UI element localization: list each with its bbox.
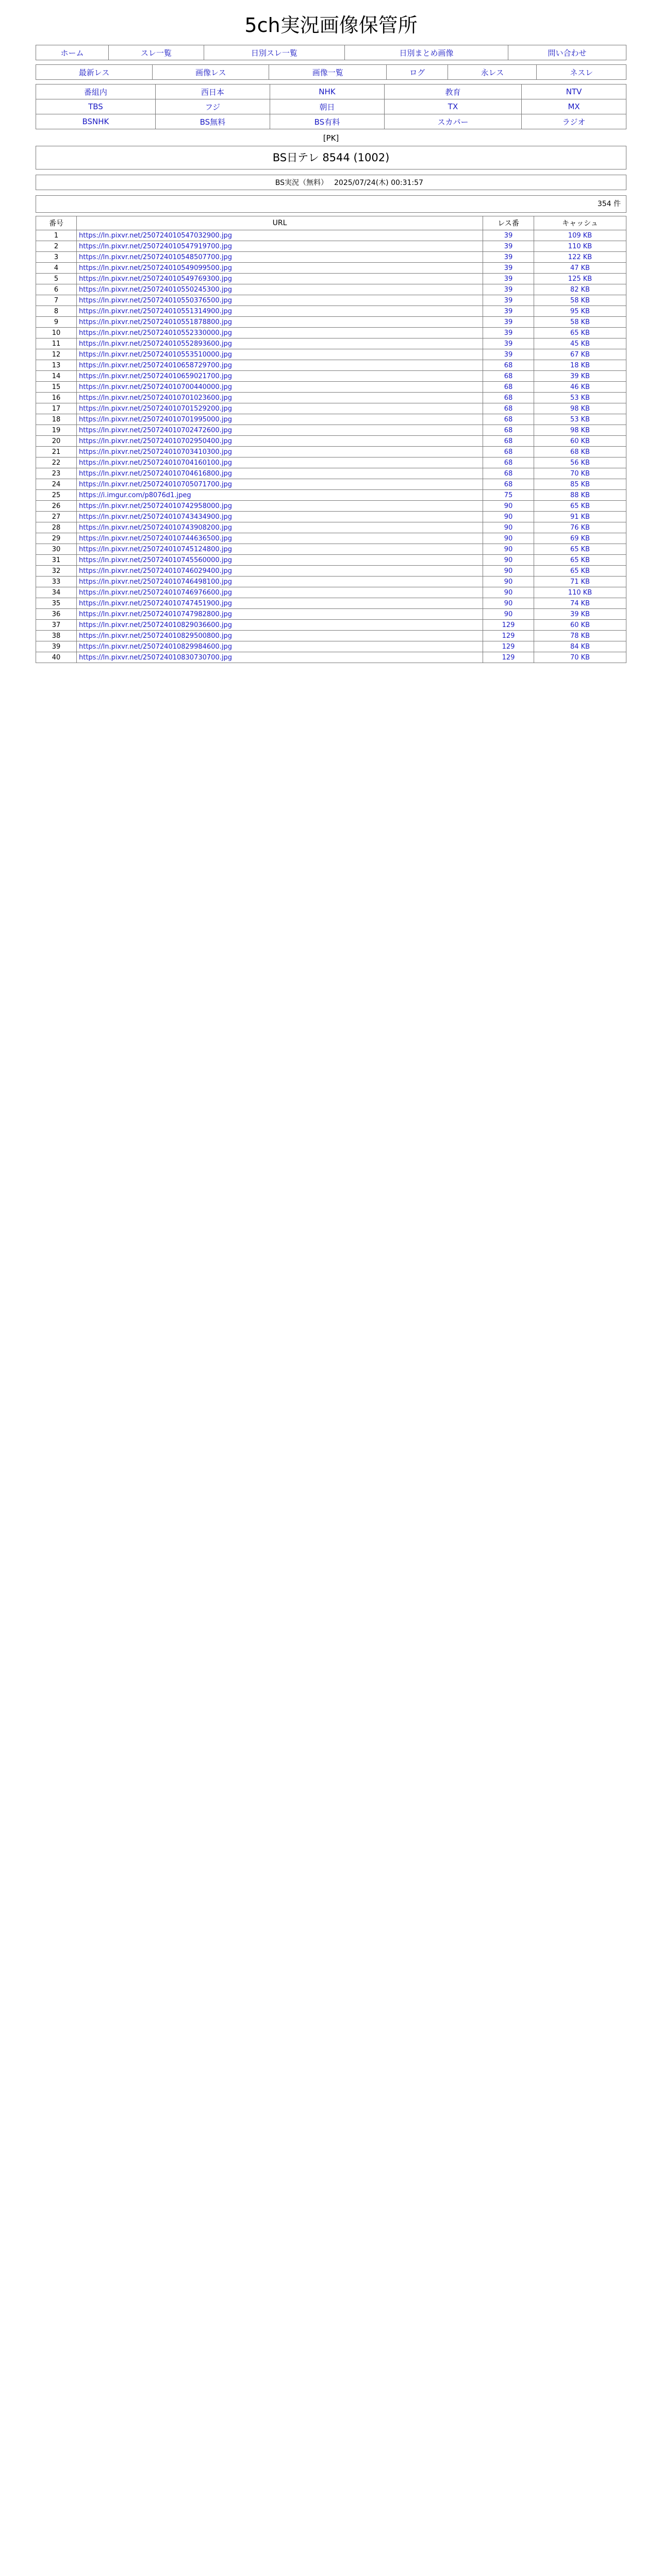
row-res[interactable]: 39: [483, 263, 534, 274]
row-num: 19: [36, 425, 77, 436]
table-row: [36, 403, 626, 414]
row-res[interactable]: 68: [483, 457, 534, 468]
row-url-link[interactable]: https://ln.pixvr.net/250724010701995000.jpg: [79, 415, 232, 423]
row-res[interactable]: 90: [483, 512, 534, 522]
site-title: 5ch実況画像保管所: [244, 14, 418, 37]
row-url[interactable]: [77, 371, 483, 382]
table-row: [36, 306, 626, 317]
row-res[interactable]: 90: [483, 577, 534, 587]
row-num: 10: [36, 328, 77, 338]
row-url[interactable]: [77, 544, 483, 555]
nav-ch-nhk[interactable]: NHK: [270, 84, 384, 99]
row-res[interactable]: 68: [483, 414, 534, 425]
nav-ch-bspaid[interactable]: BS有料: [270, 114, 384, 129]
row-res[interactable]: 90: [483, 501, 534, 512]
row-url[interactable]: [77, 306, 483, 317]
nav-channels: [36, 84, 626, 129]
row-res[interactable]: 39: [483, 338, 534, 349]
row-res[interactable]: 39: [483, 295, 534, 306]
table-row: [36, 295, 626, 306]
table-row: [36, 230, 626, 241]
row-url[interactable]: [77, 349, 483, 360]
row-cache[interactable]: 109 KB: [534, 230, 626, 241]
row-url-link[interactable]: https://ln.pixvr.net/250724010830730700.jpg: [79, 653, 232, 662]
table-row: [36, 620, 626, 631]
row-cache[interactable]: 88 KB: [534, 490, 626, 501]
table-row: [36, 425, 626, 436]
table-row: [36, 479, 626, 490]
row-cache[interactable]: 65 KB: [534, 501, 626, 512]
header-cache: キャッシュ: [534, 216, 626, 230]
table-row: [36, 338, 626, 349]
row-res[interactable]: 90: [483, 522, 534, 533]
row-cache[interactable]: 67 KB: [534, 349, 626, 360]
table-body: [36, 230, 626, 663]
row-num: 26: [36, 501, 77, 512]
row-url[interactable]: [77, 468, 483, 479]
row-cache[interactable]: 39 KB: [534, 609, 626, 620]
nav-ch-tbs[interactable]: TBS: [36, 99, 156, 114]
row-url-link[interactable]: https://ln.pixvr.net/250724010746029400.jpg: [79, 567, 232, 575]
table-row: [36, 360, 626, 371]
row-url-link[interactable]: https://ln.pixvr.net/250724010547919700.jpg: [79, 242, 232, 250]
row-res[interactable]: 39: [483, 317, 534, 328]
row-num: 37: [36, 620, 77, 631]
row-res[interactable]: 39: [483, 349, 534, 360]
row-cache[interactable]: 65 KB: [534, 328, 626, 338]
row-num: 29: [36, 533, 77, 544]
row-res[interactable]: 39: [483, 230, 534, 241]
row-cache[interactable]: 91 KB: [534, 512, 626, 522]
nav-ch-bangumi[interactable]: 番組内: [36, 84, 156, 99]
row-num: 27: [36, 512, 77, 522]
row-cache[interactable]: 60 KB: [534, 620, 626, 631]
row-num: 18: [36, 414, 77, 425]
page-wrapper: [36, 0, 626, 663]
row-url-link[interactable]: https://ln.pixvr.net/250724010829036600.jpg: [79, 621, 232, 629]
row-num: 30: [36, 544, 77, 555]
row-url-link[interactable]: https://ln.pixvr.net/250724010551878800.jpg: [79, 318, 232, 326]
pk-link[interactable]: [PK]: [323, 133, 339, 143]
table-row: [36, 631, 626, 641]
row-cache[interactable]: 68 KB: [534, 447, 626, 457]
row-num: 34: [36, 587, 77, 598]
row-url-link[interactable]: https://ln.pixvr.net/250724010701529200.jpg: [79, 404, 232, 413]
row-num: 13: [36, 360, 77, 371]
row-cache[interactable]: 78 KB: [534, 631, 626, 641]
row-res[interactable]: 129: [483, 631, 534, 641]
row-url-link[interactable]: https://ln.pixvr.net/250724010705071700.jpg: [79, 480, 232, 488]
row-cache[interactable]: 76 KB: [534, 522, 626, 533]
row-cache[interactable]: 39 KB: [534, 371, 626, 382]
row-res[interactable]: 39: [483, 241, 534, 252]
row-res[interactable]: 68: [483, 403, 534, 414]
row-cache[interactable]: 98 KB: [534, 403, 626, 414]
row-url-link[interactable]: https://ln.pixvr.net/250724010747451900.jpg: [79, 599, 232, 607]
row-num: 24: [36, 479, 77, 490]
nav-ch-kyouiku[interactable]: 教育: [384, 84, 521, 99]
table-row: [36, 317, 626, 328]
row-num: 6: [36, 284, 77, 295]
row-res[interactable]: 90: [483, 533, 534, 544]
row-url[interactable]: [77, 328, 483, 338]
row-cache[interactable]: 110 KB: [534, 241, 626, 252]
row-cache[interactable]: 45 KB: [534, 338, 626, 349]
table-row: [36, 577, 626, 587]
row-url[interactable]: [77, 338, 483, 349]
table-row: [36, 490, 626, 501]
header-num: 番号: [36, 216, 77, 230]
row-cache[interactable]: 56 KB: [534, 457, 626, 468]
nav-ch-nishinihon[interactable]: 西日本: [155, 84, 270, 99]
table-row: [36, 457, 626, 468]
row-url[interactable]: [77, 295, 483, 306]
total-count: 354 件: [36, 195, 626, 213]
row-res[interactable]: 75: [483, 490, 534, 501]
row-num: 20: [36, 436, 77, 447]
row-cache[interactable]: 98 KB: [534, 425, 626, 436]
row-url-link[interactable]: https://ln.pixvr.net/250724010747982800.jpg: [79, 610, 232, 618]
row-num: 35: [36, 598, 77, 609]
row-res[interactable]: 90: [483, 555, 534, 566]
table-row: [36, 652, 626, 663]
nav-ch-ntv[interactable]: NTV: [522, 84, 626, 99]
row-res[interactable]: 90: [483, 609, 534, 620]
row-url[interactable]: [77, 522, 483, 533]
nav-daily-threads[interactable]: 日別スレ一覧: [204, 45, 344, 60]
row-url[interactable]: [77, 631, 483, 641]
row-num: 5: [36, 274, 77, 284]
row-url-link[interactable]: https://ln.pixvr.net/250724010550245300.jpg: [79, 285, 232, 294]
row-res[interactable]: 39: [483, 306, 534, 317]
row-url[interactable]: [77, 263, 483, 274]
row-cache[interactable]: 65 KB: [534, 566, 626, 577]
row-url-link[interactable]: https://ln.pixvr.net/250724010701023600.jpg: [79, 394, 232, 402]
table-row: [36, 555, 626, 566]
table-row: [36, 274, 626, 284]
row-url[interactable]: [77, 252, 483, 263]
row-res[interactable]: 129: [483, 641, 534, 652]
row-url[interactable]: [77, 425, 483, 436]
row-res[interactable]: 68: [483, 371, 534, 382]
row-url-link[interactable]: https://ln.pixvr.net/250724010746498100.jpg: [79, 578, 232, 586]
row-cache[interactable]: 53 KB: [534, 414, 626, 425]
nav-daily-images[interactable]: 日別まとめ画像: [344, 45, 508, 60]
row-res[interactable]: 39: [483, 328, 534, 338]
row-res[interactable]: 90: [483, 566, 534, 577]
row-url-link[interactable]: https://ln.pixvr.net/250724010829984600.jpg: [79, 642, 232, 651]
row-url-link[interactable]: https://ln.pixvr.net/250724010547032900.jpg: [79, 231, 232, 240]
row-res[interactable]: 68: [483, 393, 534, 403]
row-num: 23: [36, 468, 77, 479]
header-url: URL: [77, 216, 483, 230]
row-num: 3: [36, 252, 77, 263]
table-row: [36, 587, 626, 598]
nav-ch-fuji[interactable]: フジ: [155, 99, 270, 114]
nav-ch-bsfree[interactable]: BS無料: [155, 114, 270, 129]
row-cache[interactable]: 69 KB: [534, 533, 626, 544]
row-res[interactable]: 129: [483, 620, 534, 631]
row-cache[interactable]: 60 KB: [534, 436, 626, 447]
row-cache[interactable]: 53 KB: [534, 393, 626, 403]
row-cache[interactable]: 74 KB: [534, 598, 626, 609]
nav-eternal-res[interactable]: 永レス: [448, 65, 537, 80]
row-url[interactable]: [77, 598, 483, 609]
row-url-link[interactable]: https://ln.pixvr.net/250724010704160100.jpg: [79, 459, 232, 467]
row-cache[interactable]: 18 KB: [534, 360, 626, 371]
table-row: [36, 241, 626, 252]
row-url-link[interactable]: https://ln.pixvr.net/250724010745560000.jpg: [79, 556, 232, 564]
nav-log[interactable]: ログ: [387, 65, 448, 80]
nav-ch-mx[interactable]: MX: [522, 99, 626, 114]
row-url-link[interactable]: https://ln.pixvr.net/250724010550376500.jpg: [79, 296, 232, 304]
row-cache[interactable]: 46 KB: [534, 382, 626, 393]
row-url-link[interactable]: https://ln.pixvr.net/250724010659021700.jpg: [79, 372, 232, 380]
row-num: 12: [36, 349, 77, 360]
row-url[interactable]: [77, 479, 483, 490]
table-row: [36, 512, 626, 522]
table-row: [36, 609, 626, 620]
row-url[interactable]: [77, 360, 483, 371]
nav-ch-bsnhk[interactable]: BSNHK: [36, 114, 156, 129]
nav-row-2: [36, 64, 626, 80]
row-url-link[interactable]: https://ln.pixvr.net/250724010658729700.jpg: [79, 361, 232, 369]
nav-row-1: [36, 45, 626, 60]
row-num: 22: [36, 457, 77, 468]
thread-meta: [36, 175, 626, 190]
row-url[interactable]: [77, 555, 483, 566]
row-url-link[interactable]: https://ln.pixvr.net/250724010703410300.jpg: [79, 448, 232, 456]
row-url-link[interactable]: https://ln.pixvr.net/250724010702950400.jpg: [79, 437, 232, 445]
row-url-link[interactable]: https://ln.pixvr.net/250724010700440000.jpg: [79, 383, 232, 391]
row-res[interactable]: 68: [483, 425, 534, 436]
row-url[interactable]: [77, 447, 483, 457]
row-url[interactable]: [77, 241, 483, 252]
row-url-link[interactable]: https://ln.pixvr.net/250724010744636500.jpg: [79, 534, 232, 543]
row-url[interactable]: [77, 512, 483, 522]
row-url[interactable]: [77, 382, 483, 393]
row-num: 9: [36, 317, 77, 328]
row-num: 16: [36, 393, 77, 403]
row-url[interactable]: [77, 393, 483, 403]
row-res[interactable]: 68: [483, 468, 534, 479]
row-num: 4: [36, 263, 77, 274]
row-url[interactable]: [77, 284, 483, 295]
table-row: [36, 284, 626, 295]
row-url-link[interactable]: https://ln.pixvr.net/250724010549099500.jpg: [79, 264, 232, 272]
row-res[interactable]: 68: [483, 479, 534, 490]
nav-ch-skyperfect[interactable]: スカパー: [384, 114, 521, 129]
row-cache[interactable]: 82 KB: [534, 284, 626, 295]
row-cache[interactable]: 71 KB: [534, 577, 626, 587]
row-res[interactable]: 68: [483, 436, 534, 447]
row-url[interactable]: [77, 609, 483, 620]
nav-image-res[interactable]: 画像レス: [153, 65, 269, 80]
row-num: 1: [36, 230, 77, 241]
row-url-link[interactable]: https://ln.pixvr.net/250724010552893600.jpg: [79, 340, 232, 348]
row-cache[interactable]: 122 KB: [534, 252, 626, 263]
table-row: [36, 468, 626, 479]
thread-datetime: 2025/07/24(木) 00:31:57: [334, 179, 423, 187]
row-cache[interactable]: 65 KB: [534, 544, 626, 555]
row-res[interactable]: 39: [483, 284, 534, 295]
row-num: 11: [36, 338, 77, 349]
row-url[interactable]: [77, 566, 483, 577]
nav-latest-res[interactable]: 最新レス: [36, 65, 153, 80]
row-url[interactable]: [77, 317, 483, 328]
row-num: 31: [36, 555, 77, 566]
table-row: [36, 641, 626, 652]
row-num: 39: [36, 641, 77, 652]
row-url[interactable]: [77, 641, 483, 652]
table-row: [36, 328, 626, 338]
row-res[interactable]: 39: [483, 252, 534, 263]
row-cache[interactable]: 58 KB: [534, 295, 626, 306]
nav-home[interactable]: ホーム: [36, 45, 109, 60]
row-url-link[interactable]: https://ln.pixvr.net/250724010743434900.jpg: [79, 513, 232, 521]
table-row: [36, 371, 626, 382]
table-header-row: [36, 216, 626, 230]
row-url[interactable]: [77, 652, 483, 663]
nav-ch-asahi[interactable]: 朝日: [270, 99, 384, 114]
row-url[interactable]: [77, 501, 483, 512]
row-cache[interactable]: 84 KB: [534, 641, 626, 652]
table-row: [36, 598, 626, 609]
row-num: 17: [36, 403, 77, 414]
row-cache[interactable]: 85 KB: [534, 479, 626, 490]
row-num: 7: [36, 295, 77, 306]
row-num: 15: [36, 382, 77, 393]
row-cache[interactable]: 125 KB: [534, 274, 626, 284]
header-res: レス番: [483, 216, 534, 230]
row-url-link[interactable]: https://ln.pixvr.net/250724010743908200.jpg: [79, 523, 232, 532]
table-row: [36, 436, 626, 447]
row-url[interactable]: [77, 230, 483, 241]
row-url[interactable]: [77, 620, 483, 631]
table-row: [36, 252, 626, 263]
table-row: [36, 447, 626, 457]
row-url-link[interactable]: https://ln.pixvr.net/250724010548507700.jpg: [79, 253, 232, 261]
table-row: [36, 533, 626, 544]
row-num: 38: [36, 631, 77, 641]
row-res[interactable]: 90: [483, 598, 534, 609]
table-row: [36, 382, 626, 393]
row-num: 8: [36, 306, 77, 317]
row-num: 40: [36, 652, 77, 663]
row-res[interactable]: 39: [483, 274, 534, 284]
row-url[interactable]: [77, 587, 483, 598]
table-row: [36, 522, 626, 533]
nav-ch-radio[interactable]: ラジオ: [522, 114, 626, 129]
row-res[interactable]: 68: [483, 360, 534, 371]
row-url-link[interactable]: https://ln.pixvr.net/250724010551314900.jpg: [79, 307, 232, 315]
row-url-link[interactable]: https://ln.pixvr.net/250724010745124800.jpg: [79, 545, 232, 553]
row-num: 14: [36, 371, 77, 382]
row-cache[interactable]: 58 KB: [534, 317, 626, 328]
row-num: 2: [36, 241, 77, 252]
row-url[interactable]: [77, 403, 483, 414]
row-url-link[interactable]: https://ln.pixvr.net/250724010549769300.jpg: [79, 275, 232, 283]
row-url-link[interactable]: https://ln.pixvr.net/250724010704616800.jpg: [79, 469, 232, 478]
row-cache[interactable]: 70 KB: [534, 468, 626, 479]
row-res[interactable]: 90: [483, 544, 534, 555]
row-url[interactable]: [77, 414, 483, 425]
nav-contact[interactable]: 問い合わせ: [508, 45, 626, 60]
board-label: BS実況（無料）: [275, 179, 328, 187]
table-row: [36, 393, 626, 403]
row-url[interactable]: [77, 533, 483, 544]
image-table: [36, 216, 626, 663]
row-url-link[interactable]: https://i.imgur.com/p8076d1.jpeg: [79, 491, 191, 499]
nav-image-list[interactable]: 画像一覧: [269, 65, 387, 80]
row-url[interactable]: [77, 457, 483, 468]
row-res[interactable]: 129: [483, 652, 534, 663]
table-row: [36, 263, 626, 274]
table-row: [36, 414, 626, 425]
nav-ch-tx[interactable]: TX: [384, 99, 521, 114]
row-num: 32: [36, 566, 77, 577]
row-url-link[interactable]: https://ln.pixvr.net/250724010742958000.jpg: [79, 502, 232, 510]
row-num: 28: [36, 522, 77, 533]
row-url[interactable]: [77, 577, 483, 587]
thread-title: BS日テレ 8544 (1002): [36, 146, 626, 170]
row-url-link[interactable]: https://ln.pixvr.net/250724010552330000.jpg: [79, 329, 232, 337]
nav-thread-list[interactable]: スレ一覧: [108, 45, 204, 60]
row-res[interactable]: 68: [483, 382, 534, 393]
row-url-link[interactable]: https://ln.pixvr.net/250724010702472600.jpg: [79, 426, 232, 434]
row-cache[interactable]: 47 KB: [534, 263, 626, 274]
table-row: [36, 566, 626, 577]
row-url-link[interactable]: https://ln.pixvr.net/250724010829500800.jpg: [79, 632, 232, 640]
row-num: 36: [36, 609, 77, 620]
table-row: [36, 501, 626, 512]
row-num: 25: [36, 490, 77, 501]
row-url[interactable]: [77, 490, 483, 501]
row-res[interactable]: 68: [483, 447, 534, 457]
row-res[interactable]: 90: [483, 587, 534, 598]
row-url-link[interactable]: https://ln.pixvr.net/250724010746976600.jpg: [79, 588, 232, 597]
table-row: [36, 544, 626, 555]
row-cache[interactable]: 65 KB: [534, 555, 626, 566]
row-num: 33: [36, 577, 77, 587]
row-cache[interactable]: 110 KB: [534, 587, 626, 598]
row-url-link[interactable]: https://ln.pixvr.net/250724010553510000.jpg: [79, 350, 232, 359]
nav-nesure[interactable]: ネスレ: [537, 65, 626, 80]
row-num: 21: [36, 447, 77, 457]
row-url[interactable]: [77, 436, 483, 447]
row-cache[interactable]: 70 KB: [534, 652, 626, 663]
row-cache[interactable]: 95 KB: [534, 306, 626, 317]
table-row: [36, 349, 626, 360]
row-url[interactable]: [77, 274, 483, 284]
